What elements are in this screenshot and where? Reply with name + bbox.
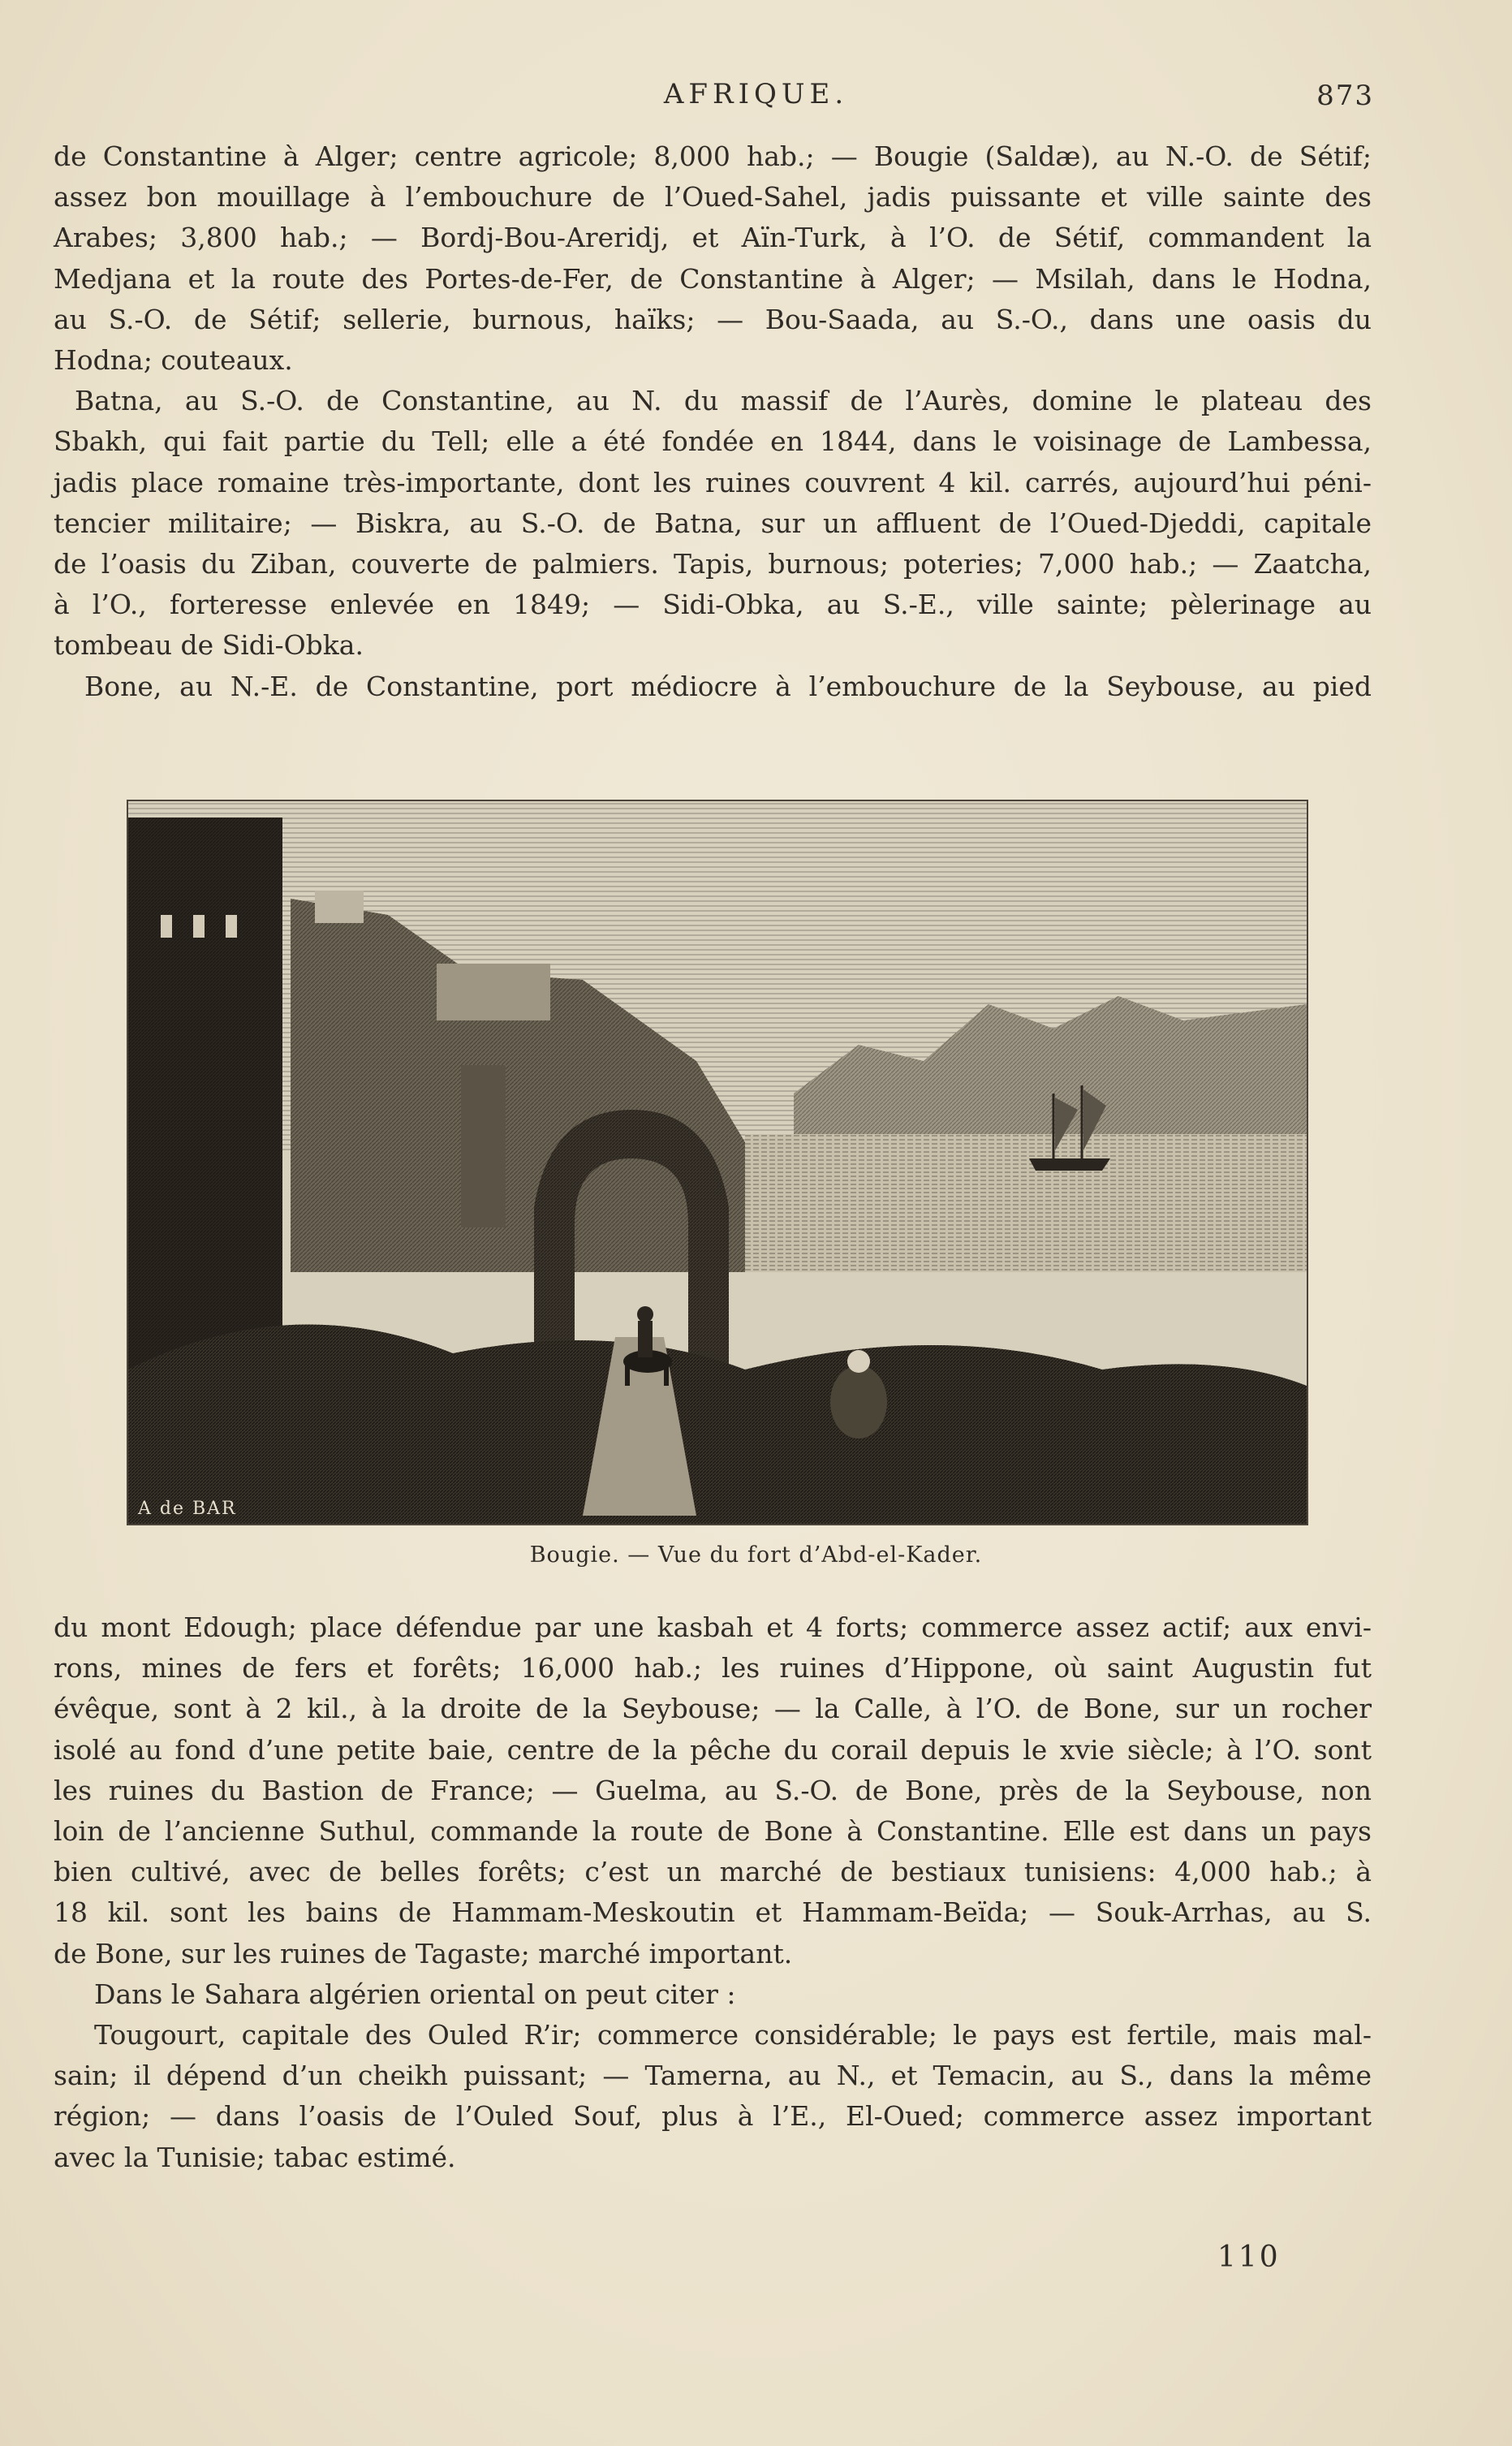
- text-line: Sbakh, qui fait partie du Tell; elle a été fondée en 1844, dans le voisinage de Lambessa,: [54, 425, 1372, 458]
- text-line-short: Hodna; couteaux.: [54, 344, 293, 377]
- distant-house: [315, 891, 364, 923]
- hilltop-fort: [437, 964, 550, 1020]
- engraving-scene: [128, 801, 1307, 1524]
- watch-tower: [461, 1065, 506, 1227]
- text-line: à l’O., forteresse enlevée en 1849; — Sidi-Obka, au S.-E., ville sainte; pèlerinage au: [54, 589, 1372, 621]
- text-line: région; — dans l’oasis de l’Ouled Souf, plus à l’E., El-Oued; commerce assez important: [54, 2100, 1372, 2133]
- text-line: évêque, sont à 2 kil., à la droite de la Seybouse; — la Calle, à l’O. de Bone, sur un rocher: [54, 1693, 1372, 1725]
- text-block-upper: [54, 136, 1372, 707]
- text-line: jadis place romaine très-importante, dont les ruines couvrent 4 kil. carrés, aujourd’hui péni-: [54, 466, 1372, 498]
- text-line: 18 kil. sont les bains de Hammam-Meskoutin et Hammam-Beïda; — Souk-Arrhas, au S.: [54, 1896, 1372, 1929]
- page-header-title: AFRIQUE.: [663, 78, 849, 110]
- text-line: les ruines du Bastion de France; — Guelma, au S.-O. de Bone, près de la Seybouse, non: [54, 1774, 1372, 1806]
- text-line-short: de Bone, sur les ruines de Tagaste; marché important.: [54, 1937, 793, 1969]
- engraving-illustration: [127, 800, 1308, 1525]
- page-number: 873: [1316, 80, 1374, 112]
- text-line: de Constantine à Alger; centre agricole; 8,000 hab.; — Bougie (Saldæ), au N.-O. de Sétif;: [54, 140, 1372, 172]
- text-line: Tougourt, capitale des Ouled R’ir; commerce considérable; le pays est fertile, mais mal-: [94, 2019, 1372, 2051]
- text-block-lower: [54, 1607, 1372, 2178]
- text-line: au S.-O. de Sétif; sellerie, burnous, haïks; — Bou-Saada, au S.-O., dans une oasis du: [54, 303, 1372, 335]
- text-line-short: tombeau de Sidi-Obka.: [54, 629, 364, 662]
- text-line: rons, mines de fers et forêts; 16,000 hab.; les ruines d’Hippone, où saint Augustin fut: [54, 1652, 1372, 1685]
- text-line: Batna, au S.-O. de Constantine, au N. du massif de l’Aurès, domine le plateau des: [75, 385, 1372, 417]
- figure-caption: Bougie. — Vue du fort d’Abd-el-Kader.: [529, 1542, 983, 1568]
- text-line: tencier militaire; — Biskra, au S.-O. de Batna, sur un affluent de l’Oued-Djeddi, capitale: [54, 507, 1372, 539]
- text-line: de l’oasis du Ziban, couverte de palmiers. Tapis, burnous; poteries; 7,000 hab.; — Zaatcha,: [54, 548, 1372, 580]
- text-line: bien cultivé, avec de belles forêts; c’est un marché de bestiaux tunisiens: 4,000 hab.; à: [54, 1856, 1372, 1888]
- text-line: Arabes; 3,800 hab.; — Bordj-Bou-Areridj, et Aïn-Turk, à l’O. de Sétif, commandent la: [54, 222, 1372, 254]
- text-line: assez bon mouillage à l’embouchure de l’Oued-Sahel, jadis puissante et ville sainte des: [54, 181, 1372, 214]
- text-line: isolé au fond d’une petite baie, centre de la pêche du corail depuis le xvie siècle; à l’O. sont: [54, 1733, 1372, 1766]
- text-line-short: Dans le Sahara algérien oriental on peut citer :: [94, 1978, 736, 2010]
- text-line: Medjana et la route des Portes-de-Fer, de Constantine à Alger; — Msilah, dans le Hodna,: [54, 262, 1372, 295]
- text-line: loin de l’ancienne Suthul, commande la route de Bone à Constantine. Elle est dans un pays: [54, 1815, 1372, 1848]
- text-line: du mont Edough; place défendue par une kasbah et 4 forts; commerce assez actif; aux envi-: [54, 1611, 1372, 1643]
- text-line: sain; il dépend d’un cheikh puissant; — Tamerna, au N., et Temacin, au S., dans la même: [54, 2060, 1372, 2092]
- running-header: [0, 78, 1512, 119]
- signature-mark: 110: [1217, 2241, 1281, 2274]
- text-line-short: avec la Tunisie; tabac estimé.: [54, 2141, 456, 2173]
- engraver-signature: A de BAR: [138, 1499, 237, 1519]
- text-line: Bone, au N.-E. de Constantine, port médiocre à l’embouchure de la Seybouse, au pied: [84, 670, 1372, 702]
